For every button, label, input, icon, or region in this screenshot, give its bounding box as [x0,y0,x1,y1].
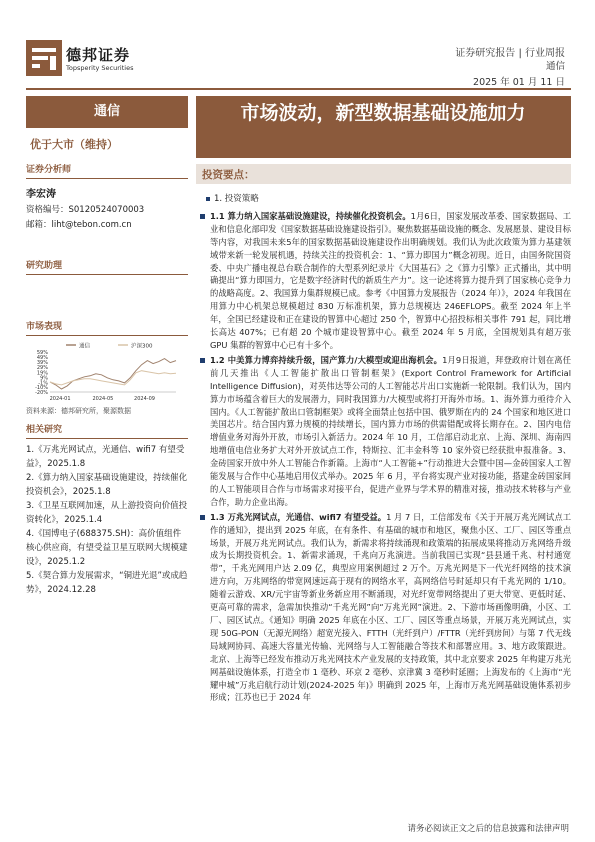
analyst-email[interactable]: 邮箱：liht@tebon.com.cn [26,220,132,230]
assistant-heading: 研究助理 [26,258,188,275]
analyst-heading: 证券分析师 [26,162,188,179]
related-heading: 相关研究 [26,422,188,439]
strategy-heading [206,193,571,206]
y-tick-label: 39% [36,360,48,367]
legend-label: 通信 [79,343,91,350]
related-item[interactable]: 1.《万兆光网试点，光通信、wifi7 有望受益》，2025.1.8 [26,445,185,469]
related-list [26,443,188,597]
analyst-cert: 资格编号：S0120524070003 [26,205,145,215]
market-chart-svg [26,340,188,402]
bullet-icon [206,197,210,201]
rating: 优于大市（维持） [30,138,118,151]
y-tick-label: -1% [38,380,48,387]
footer-disclaimer: 请务必阅读正文之后的信息披露和法律声明 [407,824,569,834]
x-tick-label: 2024-01 [49,396,71,402]
paragraph-list [196,210,571,704]
paragraph-text: 1月9日报道，拜登政府计划在离任前几天推出《人工智能扩散出口管制框架》(Export Control Framework for Artificial Intelligence Diffusion)，对英伟达等公司的人工智能芯片出口实施新一轮限制。我们认为，国内算力市场蕴含着巨大的发展潜力，同时我国算力/大模型或将打开海外市场。1、海外算力亟待介入国内。《人工智能扩散出口管制框架》或将全面禁止包括中国、俄罗斯在内的 24 个国家和地区进口美国芯片。结合国内算力规模的持续增长，国内算力市场的供需错配或将长期存在。2、国内电信增值业务对海外开放，市场引入新活力。2024 年 10 月，工信部启动北京、上海、深圳、海南四地增值电信业务扩大对外开放试点工作，特斯拉、汇丰金科等 10 家外资已经获批申报准备。3、金砖国家开放中外人工智能合作新篇。上海市“人工智能+”行动推进大会暨中国—金砖国家人工智能发展与合作中心基地启用仪式举办。2025 年 6 月，平台将实现产业对接功能，搭建金砖国家间的人工智能项目合作与市场需求对接平台，促进产业界与学术界的精准对接，推动技术转移与产业合作，助力企业出海。 [210,354,572,507]
y-tick-label: 29% [36,365,48,372]
market-heading: 市场表现 [26,319,188,336]
x-tick-label: 2024-05 [92,396,114,402]
y-tick-label: 19% [36,370,48,377]
paragraph-text: 1月6日，国家发展改革委、国家数据局、工业和信息化部印发《国家数据基础设施建设指引》。聚焦数据基础设施的概念、发展愿景、建设目标等内容，对我国未来5年的国家数据基础设施建设作出明确规划。我们认为此次政策为算力基建领域带来新一轮发展机遇，持续关注的投资机会：1、“算力即国力”概念初现。近日，由国务院国资委、中央广播电视总台联合制作的大型系列纪录片《大国基石》之《算力引擎》正式播出，其中明确提出“算力即国力，它是数字经济时代的新质生产力”。这一论述将算力提升到了国家核心竞争力的战略高度。2、我国算力集群规模已成。参考《中国算力发展报告（2024 年）》，2024 年我国在用算力中心机架总规模超过 830 万标准机架，算力总规模达 246EFLOPS。截至 2024 年上半年，全国已经建设和正在建设的智算中心超过 250 个，智算中心招投标相关事件 791 起，同比增长高达 407%；已有超 20 个城市建设智算中心。截至 2024 年 5 月底，全国规划具有超万张 GPU 集群的智算中心已有十多个。 [210,210,571,350]
logo-text-en: Topsperity Securities [66,64,134,72]
chart-source: 资料来源：德邦研究所，聚源数据 [26,407,131,415]
paragraph-lead: 1.2 中美算力博弈持续升级，国产算力/大模型或迎出海机会。 [210,354,443,365]
related-item[interactable]: 2.《算力纳入国家基础设施建设，持续催化投资机会》，2025.1.8 [26,473,188,497]
related-item[interactable]: 3.《卫星互联网加速，从上游投资向价值投资转化》，2025.1.4 [26,501,188,525]
logo-text-cn: 德邦证券 [66,46,131,64]
report-body [196,190,571,706]
paragraph [196,511,571,705]
x-tick-label: 2024-09 [134,396,155,402]
analyst-name: 李宏涛 [26,189,56,200]
y-tick-label: 59% [36,350,48,356]
logo-mark-icon [26,40,62,76]
points-heading: 投资要点： [196,164,571,184]
legend-label: 沪深300 [131,343,153,350]
y-tick-label: 49% [36,355,48,362]
series-line [50,371,176,385]
paragraph [196,354,571,509]
market-chart [26,340,188,402]
y-tick-label: -20% [35,390,48,396]
y-tick-label: 9% [40,375,48,382]
related-item[interactable]: 5.《契合算力发展需求，“铜进光退”或成趋势》，2024.12.28 [26,571,188,595]
report-type: 证券研究报告 | 行业周报 [455,48,565,59]
strategy-heading-text: 1. 投资策略 [214,194,259,204]
page-title: 市场波动，新型数据基础设施加力 [240,102,526,124]
left-sidebar [26,96,188,597]
report-industry: 通信 [545,61,565,72]
paragraph [196,210,571,352]
industry-box: 通信 [26,96,188,128]
paragraph-lead: 1.1 算力纳入国家基础设施建设，持续催化投资机会。 [210,210,411,221]
paragraph-lead: 1.3 万兆光网试点，光通信、wifi7 有望受益。 [210,511,387,522]
report-date: 2025 年 01 月 11 日 [473,77,565,88]
title-box [196,96,571,158]
company-logo [26,40,156,80]
related-item[interactable]: 4.《国博电子(688375.SH)：高价值组件核心供应商，有望受益卫星互联网大规模建设》，2025.1.2 [26,529,188,567]
y-tick-label: -10% [35,384,48,391]
header-divider [26,88,571,90]
paragraph-text: 1 月 7 日，工信部发布《关于开展万兆光网试点工作的通知》，提出到 2025 年底，在有条件、有基础的城市和地区，聚焦小区、工厂、园区等重点场景，开展万兆光网试点。我们认为，新需求将持续涌现和政策端的拓展成果将推动万兆网络升级成为长期投资机会。1、新需求涌现，千兆向万兆演进。当前我国已实现“县县通千兆、村村通宽带”，千兆光网用户达 2.09 亿，典型应用案例超过 2 万个。万兆光网是下一代光纤网络的技术演进方向，万兆网络的带宽网速远高于现有的网络水平，高网络信号时延却只有千兆光网的 1/10。随着云游戏、XR/元宇宙等新业务新应用不断涌现，对光纤宽带网络提出了更大带宽、更低时延、更高可靠的需求，急需加快推动“千兆光网”向“万兆光网”演进。2、下游市场画像明确，小区、工厂、园区试点。《通知》明确 2025 年底在小区、工厂、园区等重点场景，开展万兆光网试点，实现 50G-PON（无源光网络）超宽光接入、FTTH（光纤到户）/FTTR（光纤到房间）与第 7 代无线局域网协同、高速大容量光传输、光网络与人工智能融合等技术和部署应用。3、地方政策跟进。北京、上海等已经发布推动万兆光网技术产业发展的支持政策，其中北京要求 2025 年构建万兆光网基础设施体系，打造全市 1 毫秒、环京 2 毫秒、京津冀 3 毫秒时延圈；上海发布的《上海市“光耀申城”万兆启航行动计划(2024-2025 年)》明确到 2025 年，上海市万兆光网基础设施体系初步形成；江苏也已于 2024 年 [210,511,571,703]
